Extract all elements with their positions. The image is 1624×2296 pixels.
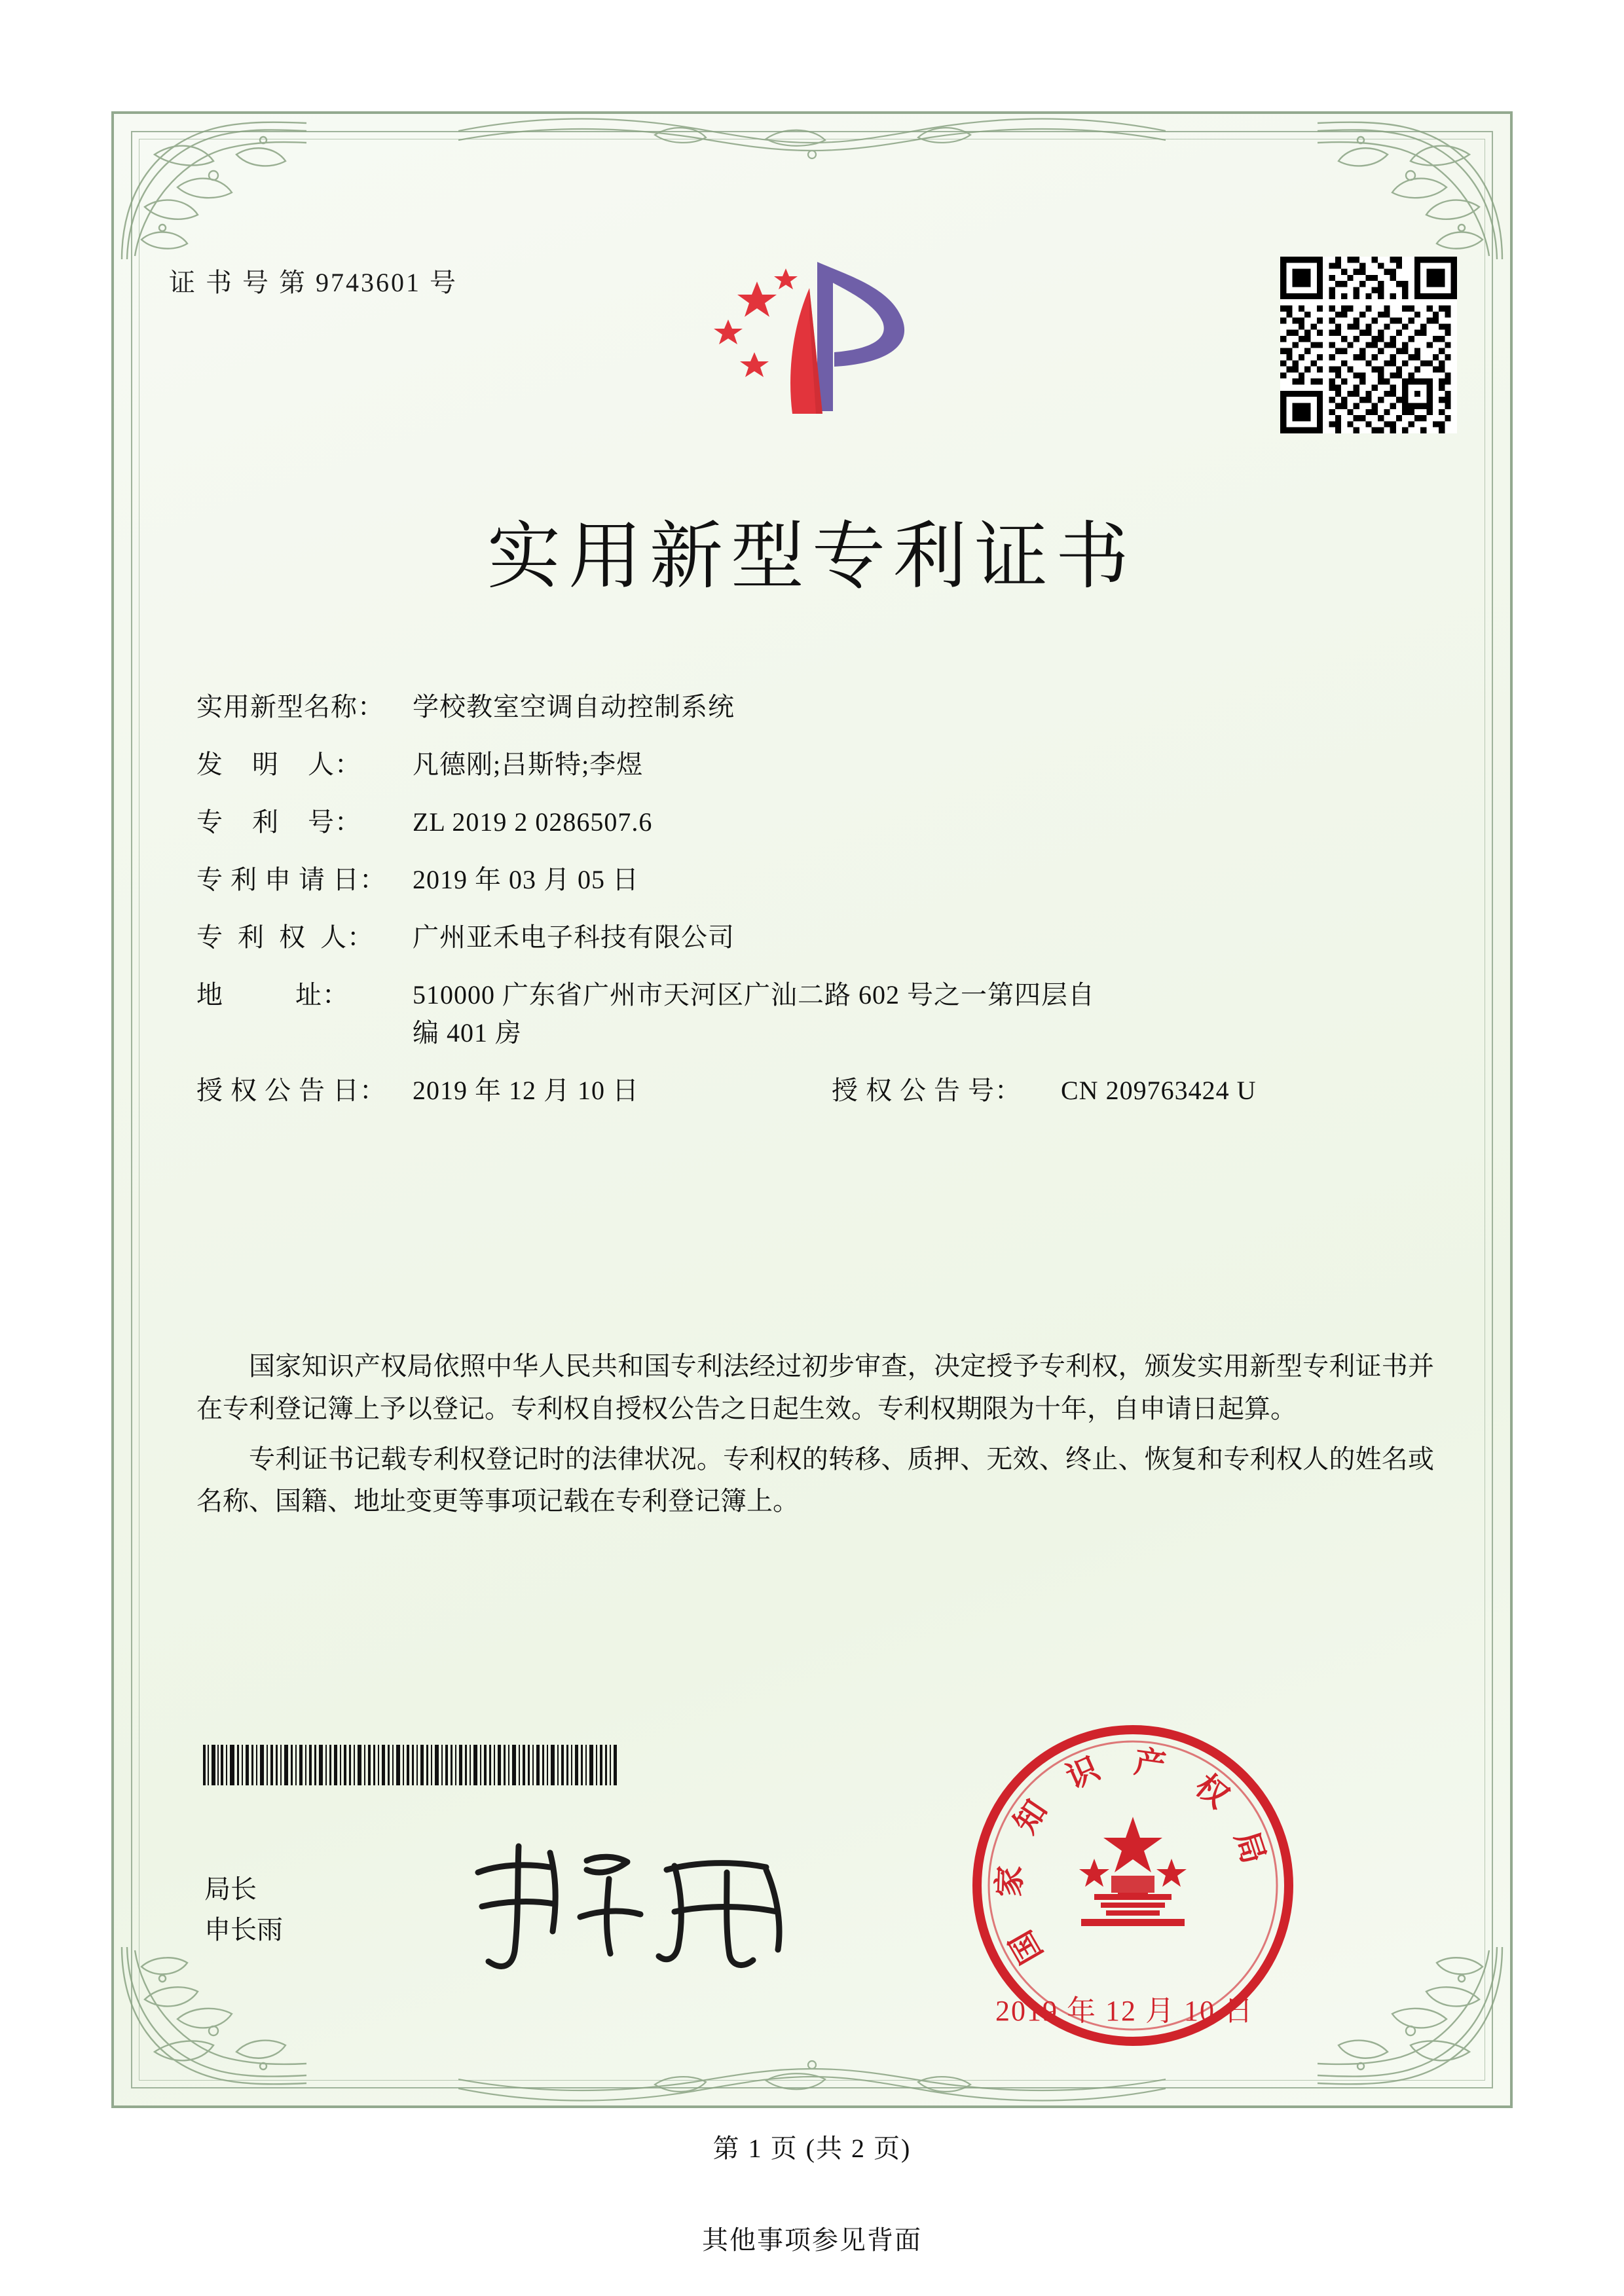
field-label-patentee: 专 利 权 人：	[196, 922, 374, 952]
field-value-address	[413, 982, 1441, 1046]
field-value-utility-model-name: 学校教室空调自动控制系统	[413, 692, 735, 721]
svg-text:知: 知	[1008, 1794, 1054, 1840]
field-value-address-line2: 编 401 房	[413, 1018, 522, 1048]
legal-paragraphs	[196, 1345, 1434, 1531]
corner-flourish-bottom-left-icon	[115, 1941, 312, 2091]
signature-name: 申长雨	[204, 1915, 283, 1944]
field-row-grant-announcement	[196, 1078, 1441, 1104]
field-value-inventors: 凡德刚;吕斯特;李煜	[413, 750, 644, 779]
field-row-inventors	[196, 752, 1441, 778]
page-title: 实用新型专利证书	[487, 517, 1137, 598]
field-label-patent-number: 专 利 号：	[196, 807, 361, 837]
field-label-grant-date: 授 权 公 告 日：	[196, 1076, 386, 1105]
signature-block	[204, 1869, 283, 1950]
barcode	[203, 1745, 622, 1785]
svg-text:国: 国	[1003, 1924, 1050, 1969]
certificate-number: 证 书 号 第 9743601 号	[169, 268, 458, 297]
field-label-inventors: 发 明 人：	[196, 750, 361, 779]
signature-title: 局长	[204, 1874, 257, 1904]
corner-flourish-top-right-icon	[1312, 115, 1509, 266]
field-value-address-line1: 510000 广东省广州市天河区广汕二路 602 号之一第四层自	[413, 980, 1095, 1010]
field-row-utility-model-name	[196, 694, 1441, 720]
legal-paragraph-2: 专利证书记载专利权登记时的法律状况。专利权的转移、质押、无效、终止、恢复和专利权人的姓名或名称、国籍、地址变更等事项记载在专利登记簿上。	[196, 1444, 1434, 1516]
field-label-address: 地 址：	[196, 980, 349, 1010]
corner-flourish-top-left-icon	[115, 115, 312, 266]
certificate-fields	[196, 694, 1441, 1135]
field-value-grant-number: CN 209763424 U	[1061, 1076, 1257, 1105]
field-row-application-date	[196, 867, 1441, 893]
seal-date: 2019 年 12 月 10 日	[995, 1995, 1254, 2027]
svg-text:权: 权	[1189, 1768, 1235, 1815]
field-label-application-date: 专 利 申 请 日：	[196, 865, 386, 894]
field-value-patentee: 广州亚禾电子科技有限公司	[413, 922, 735, 952]
field-row-address	[196, 982, 1441, 1046]
bottom-edge-ornament-icon	[458, 2049, 1166, 2108]
svg-text:局: 局	[1228, 1827, 1271, 1868]
cnipa-logo-icon	[694, 242, 930, 439]
field-value-application-date: 2019 年 03 月 05 日	[413, 865, 639, 894]
field-value-patent-number: ZL 2019 2 0286507.6	[413, 807, 653, 837]
field-label-grant-number: 授 权 公 告 号：	[832, 1076, 1022, 1105]
top-edge-ornament-icon	[458, 111, 1166, 170]
field-row-patentee	[196, 924, 1441, 951]
field-label-utility-model-name: 实用新型名称：	[196, 692, 384, 721]
field-value-grant-date: 2019 年 12 月 10 日	[413, 1076, 639, 1105]
svg-text:产: 产	[1132, 1744, 1168, 1783]
svg-text:家: 家	[992, 1865, 1028, 1898]
field-row-patent-number	[196, 809, 1441, 835]
legal-paragraph-1: 国家知识产权局依照中华人民共和国专利法经过初步审查，决定授予专利权，颁发实用新型专利证书并在专利登记簿上予以登记。专利权自授权公告之日起生效。专利权期限为十年，自申请日起算。	[196, 1351, 1434, 1423]
svg-text:识: 识	[1061, 1751, 1105, 1796]
qr-code	[1280, 257, 1457, 433]
footer-note: 其他事项参见背面	[702, 2225, 922, 2255]
handwritten-signature-icon	[458, 1827, 825, 1977]
page-number: 第 1 页 (共 2 页)	[712, 2134, 912, 2163]
corner-flourish-bottom-right-icon	[1312, 1941, 1509, 2091]
